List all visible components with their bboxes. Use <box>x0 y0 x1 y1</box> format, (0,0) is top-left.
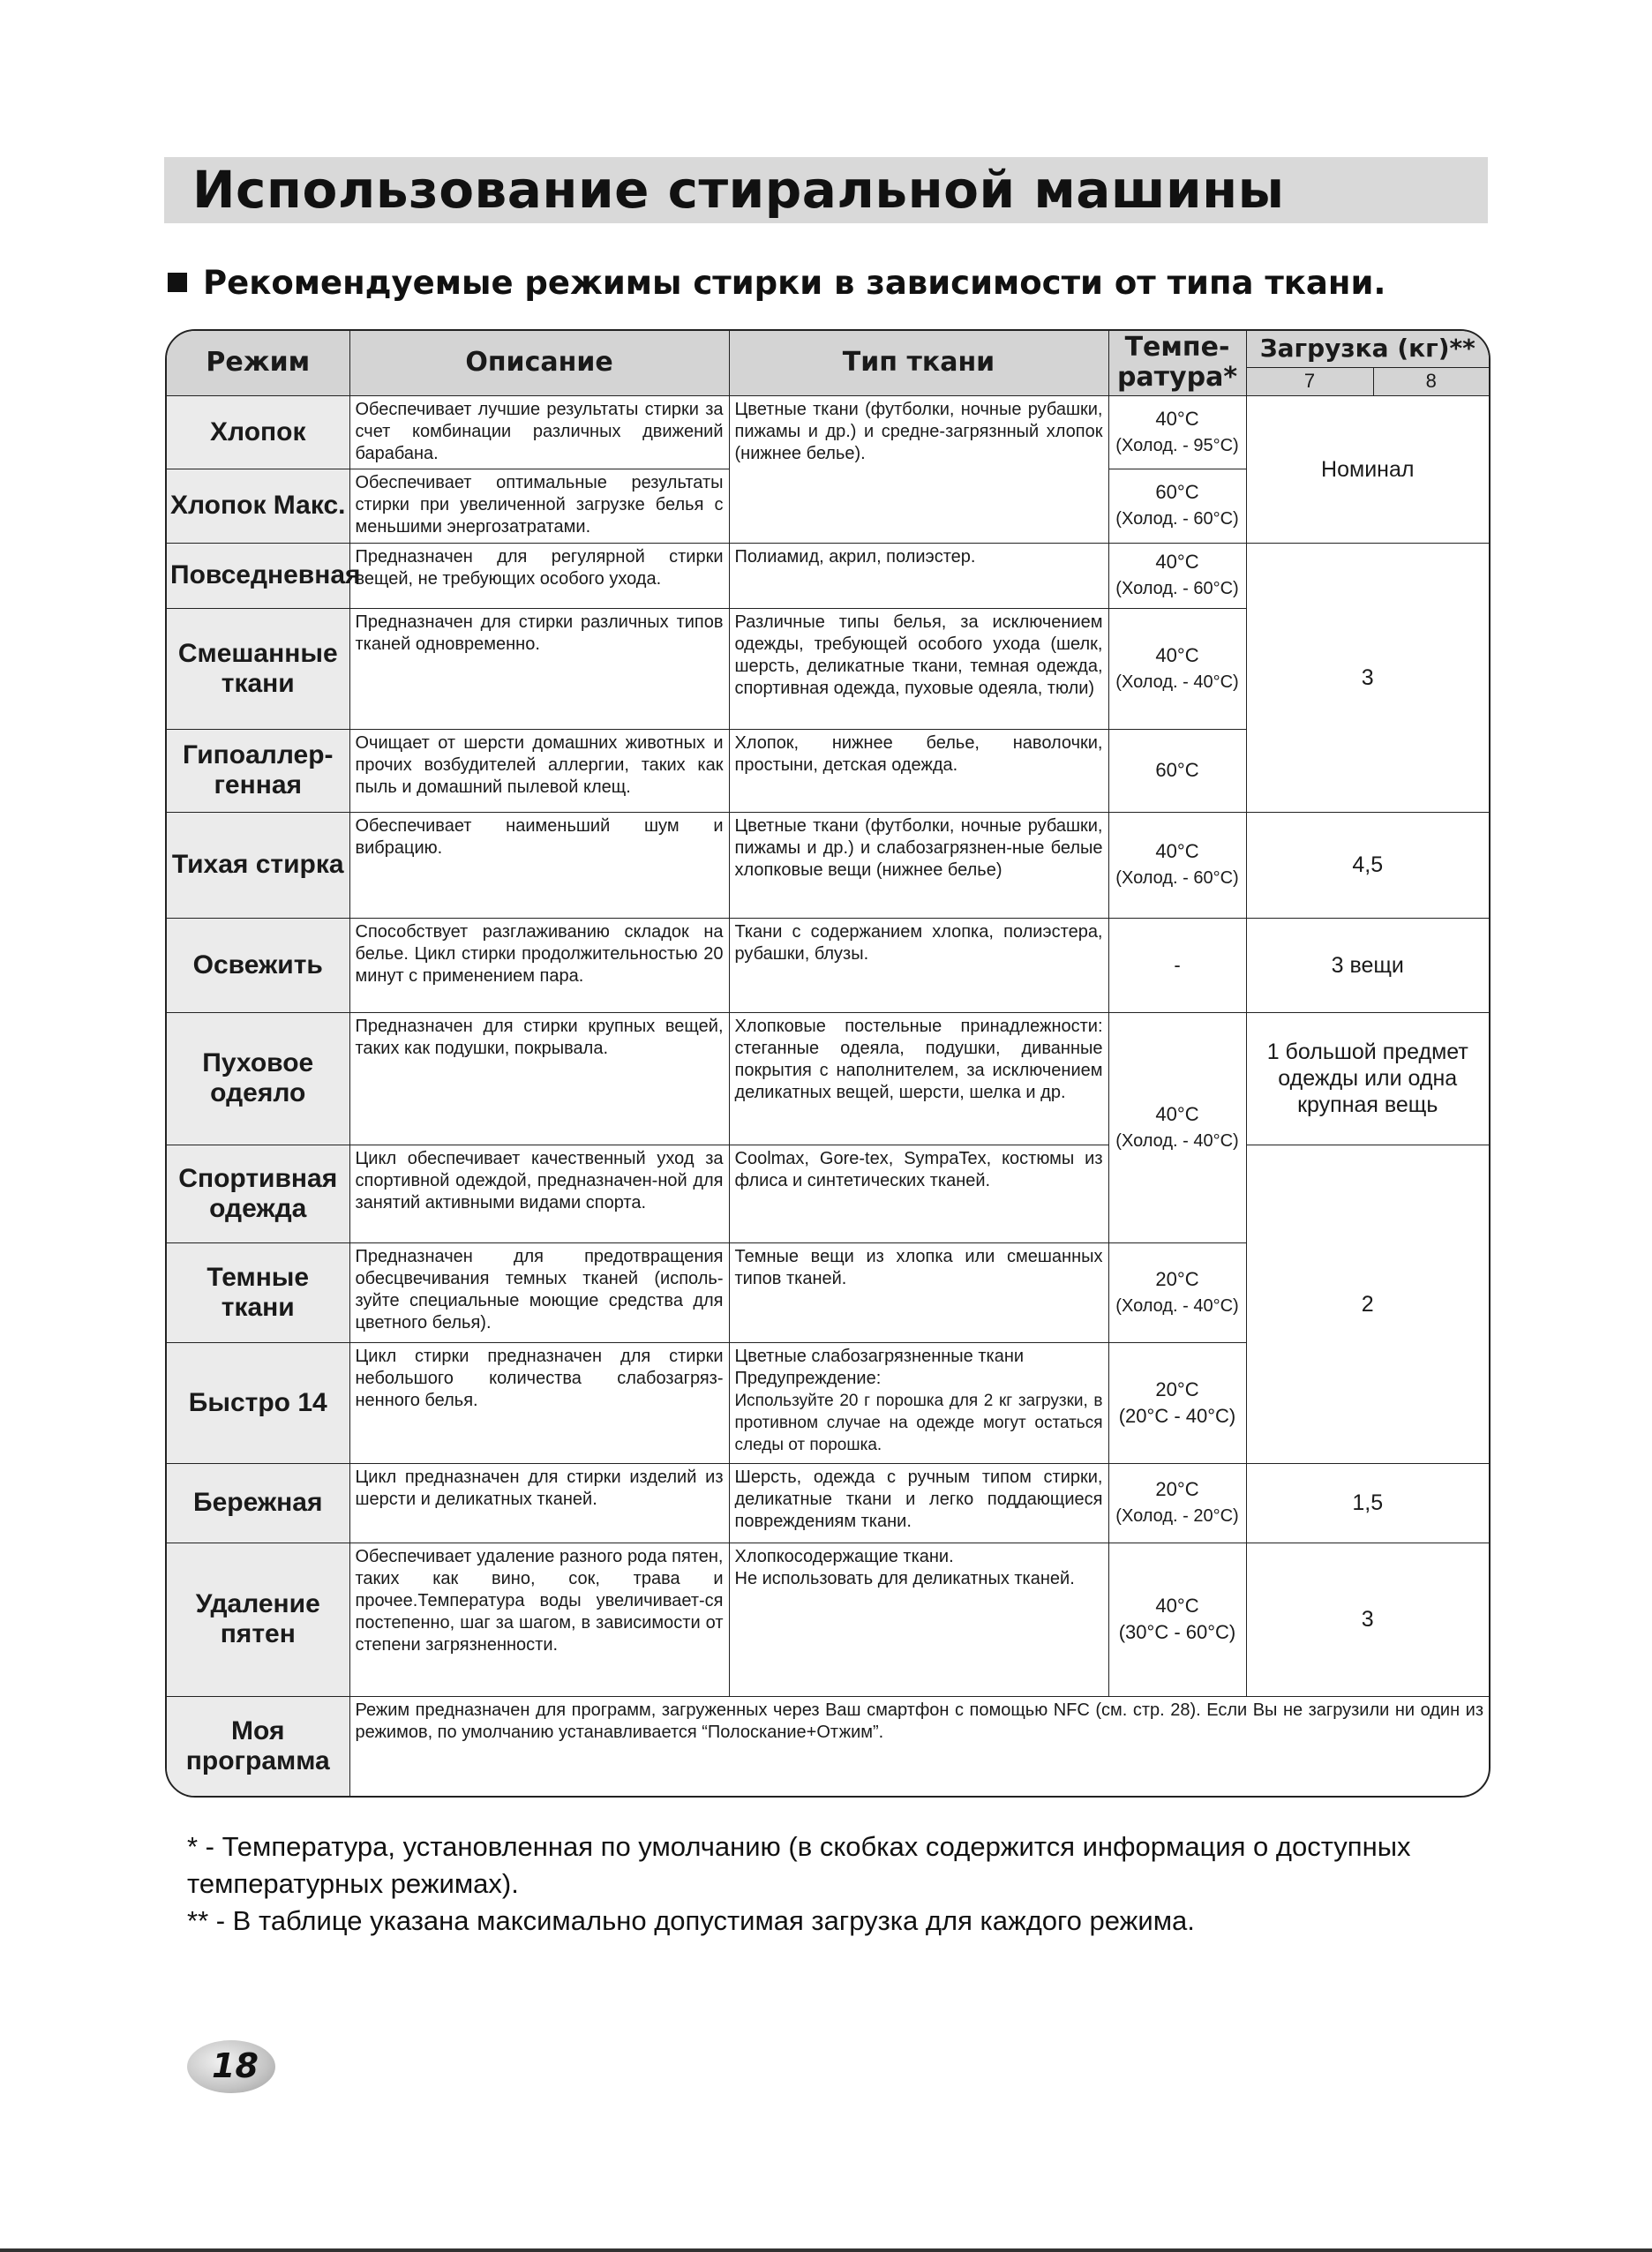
header-description: Описание <box>349 331 729 395</box>
temperature-cell: 40°C (Холод. - 60°C) <box>1108 543 1246 608</box>
temperature-cell: 20°C (Холод. - 20°C) <box>1108 1463 1246 1543</box>
temperature-cell: 20°C (Холод. - 40°C) <box>1108 1242 1246 1342</box>
load-cell: 1 большой предмет одежды или одна крупная вещь <box>1246 1012 1489 1145</box>
bottom-divider <box>0 2248 1652 2252</box>
page-title: Использование стиральной машины <box>192 160 1285 220</box>
description-cell: Цикл стирки предназначен для стирки небольшого количества слабозагряз-ненного белья. <box>349 1342 729 1463</box>
mode-cell: Тихая стирка <box>167 812 349 918</box>
description-cell: Очищает от шерсти домашних животных и прочих возбудителей аллергии, таких как пыль и домашний пылевой клещ. <box>349 729 729 812</box>
temperature-cell: - <box>1108 918 1246 1012</box>
mode-cell: Освежить <box>167 918 349 1012</box>
load-cell: 3 <box>1246 543 1489 812</box>
programs-table <box>165 329 1491 1798</box>
header-load-7: 7 <box>1246 367 1373 395</box>
fabric-cell: Различные типы белья, за исключением одежды, требующей особого ухода (шелк, шерсть, деликатные ткани, темная одежда, спортивная одежда, пуховые одеяла, тюли) <box>729 608 1108 729</box>
temperature-cell: 40°C (Холод. - 60°C) <box>1108 812 1246 918</box>
description-cell: Цикл обеспечивает качественный уход за спортивной одеждой, предназначен-ной для занятий активными видами спорта. <box>349 1145 729 1242</box>
description-cell: Обеспечивает удаление разного рода пятен, таких как вино, сок, трава и прочее.Температура воды увеличивает-ся постепенно, шаг за шагом, в зависимости от степени загрязненности. <box>349 1543 729 1696</box>
mode-cell: Спортивная одежда <box>167 1145 349 1242</box>
fabric-cell: Полиамид, акрил, полиэстер. <box>729 543 1108 608</box>
description-cell: Предназначен для стирки крупных вещей, таких как подушки, покрывала. <box>349 1012 729 1145</box>
fabric-cell: Хлопок, нижнее белье, наволочки, простыни, детская одежда. <box>729 729 1108 812</box>
footnote-load: ** - В таблице указана максимально допустимая загрузка для каждого режима. <box>187 1905 1195 1936</box>
header-temperature: Темпе-ратура* <box>1108 331 1246 395</box>
table-row <box>167 918 1489 1012</box>
temperature-cell: 60°C (Холод. - 60°C) <box>1108 469 1246 543</box>
temperature-cell: 40°C (30°C - 60°C) <box>1108 1543 1246 1696</box>
mode-cell: Хлопок Макс. <box>167 469 349 543</box>
fabric-cell: Темные вещи из хлопка или смешанных типов тканей. <box>729 1242 1108 1342</box>
mode-cell: Бережная <box>167 1463 349 1543</box>
temperature-cell: 60°C <box>1108 729 1246 812</box>
load-cell: 2 <box>1246 1145 1489 1463</box>
mode-cell: Хлопок <box>167 395 349 469</box>
description-cell: Способствует разглаживанию складок на белье. Цикл стирки продолжительностью 20 минут с применением пара. <box>349 918 729 1012</box>
fabric-cell: Хлопкосодержащие ткани. Не использовать для деликатных тканей. <box>729 1543 1108 1696</box>
fabric-cell: Шерсть, одежда с ручным типом стирки, деликатные ткани и легко поддающиеся повреждениям ткани. <box>729 1463 1108 1543</box>
table-row <box>167 812 1489 918</box>
load-cell: Номинал <box>1246 395 1489 543</box>
page-number: 18 <box>212 2046 259 2085</box>
mode-cell: Пуховое одеяло <box>167 1012 349 1145</box>
header-fabric: Тип ткани <box>729 331 1108 395</box>
fabric-cell: Coolmax, Gore-tex, SympaTex, костюмы из флиса и синтетических тканей. <box>729 1145 1108 1242</box>
temperature-cell: 40°C (Холод. - 40°C) <box>1108 1012 1246 1242</box>
description-cell: Обеспечивает оптимальные результаты стирки при увеличенной загрузке белья с меньшими энергозатратами. <box>349 469 729 543</box>
table-row <box>167 1463 1489 1543</box>
description-cell: Обеспечивает наименьший шум и вибрацию. <box>349 812 729 918</box>
square-bullet-icon <box>168 273 187 292</box>
description-cell: Цикл предназначен для стирки изделий из шерсти и деликатных тканей. <box>349 1463 729 1543</box>
fabric-cell: Цветные ткани (футболки, ночные рубашки, пижамы и др.) и слабозагрязнен-ные белые хлопковые вещи (нижнее белье) <box>729 812 1108 918</box>
section-heading <box>168 261 1385 305</box>
description-cell: Предназначен для стирки различных типов тканей одновременно. <box>349 608 729 729</box>
header-load: Загрузка (кг)** <box>1246 331 1489 367</box>
load-cell: 4,5 <box>1246 812 1489 918</box>
description-cell: Обеспечивает лучшие результаты стирки за счет комбинации различных движений барабана. <box>349 395 729 469</box>
mode-cell: Смешанные ткани <box>167 608 349 729</box>
load-cell: 3 <box>1246 1543 1489 1696</box>
page-number-badge <box>187 2040 275 2093</box>
header-load-8: 8 <box>1373 367 1489 395</box>
table-row <box>167 1696 1489 1796</box>
mode-cell: Гипоаллер-генная <box>167 729 349 812</box>
load-cell: 3 вещи <box>1246 918 1489 1012</box>
title-bar <box>164 157 1488 223</box>
table-row <box>167 1012 1489 1145</box>
table-row <box>167 1145 1489 1242</box>
table-row <box>167 1543 1489 1696</box>
mode-cell: Быстро 14 <box>167 1342 349 1463</box>
table-row <box>167 395 1489 469</box>
temperature-cell: 20°C (20°C - 40°C) <box>1108 1342 1246 1463</box>
description-cell: Режим предназначен для программ, загруженных через Ваш смартфон с помощью NFC (см. стр. 28). Если Вы не загрузили ни один из режимов, по умолчанию устанавливается “Полоскание+Отжим”. <box>349 1696 1489 1796</box>
temperature-cell: 40°C (Холод. - 40°C) <box>1108 608 1246 729</box>
load-cell: 1,5 <box>1246 1463 1489 1543</box>
fabric-cell: Хлопковые постельные принадлежности: стеганные одеяла, подушки, диванные покрытия с наполнителем, за исключением деликатных вещей, шерсти, шелка и др. <box>729 1012 1108 1145</box>
fabric-cell: Ткани с содержанием хлопка, полиэстера, рубашки, блузы. <box>729 918 1108 1012</box>
mode-cell: Моя программа <box>167 1696 349 1796</box>
header-mode: Режим <box>167 331 349 395</box>
fabric-cell: Цветные слабозагрязненные ткани Предупреждение: Используйте 20 г порошка для 2 кг загрузки, в противном случае на одежде могут остаться следы от порошка. <box>729 1342 1108 1463</box>
description-cell: Предназначен для предотвращения обесцвечивания темных тканей (исполь-зуйте специальные моющие средства для цветного белья). <box>349 1242 729 1342</box>
section-heading-text: Рекомендуемые режимы стирки в зависимости от типа ткани. <box>203 264 1386 302</box>
fabric-cell: Цветные ткани (футболки, ночные рубашки, пижамы и др.) и средне-загрязнный хлопок (нижнее белье). <box>729 395 1108 543</box>
temperature-cell: 40°C (Холод. - 95°C) <box>1108 395 1246 469</box>
table-row <box>167 543 1489 608</box>
mode-cell: Повседневная <box>167 543 349 608</box>
description-cell: Предназначен для регулярной стирки вещей, не требующих особого ухода. <box>349 543 729 608</box>
footnote-temperature: * - Температура, установленная по умолчанию (в скобках содержится информация о доступных температурных режимах). <box>187 1831 1411 1899</box>
footnotes <box>187 1828 1493 1940</box>
mode-cell: Темные ткани <box>167 1242 349 1342</box>
mode-cell: Удаление пятен <box>167 1543 349 1696</box>
